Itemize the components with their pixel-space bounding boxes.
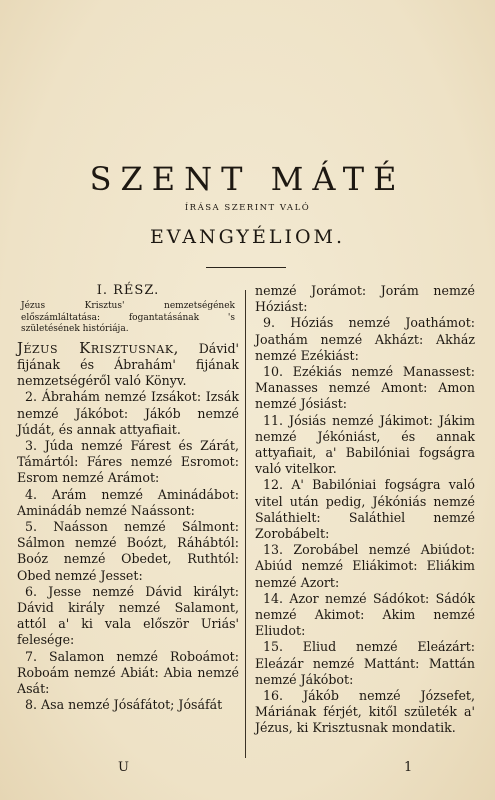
verse-7: 7. Salamon nemzé Roboámot: Roboám nemzé Abiát: Abia nemzé Asát:: [17, 648, 239, 696]
verse-11: 11. Jósiás nemzé Jákimot: Jákim nemzé Jékóniást, és annak attyafiait, a' Babilóniai fogságra való vitelkor.: [255, 412, 475, 477]
verse-9: 9. Hóziás nemzé Joathámot: Joathám nemzé Akházt: Akház nemzé Ezékiást:: [255, 315, 475, 363]
right-column: [255, 283, 475, 737]
signature-mark: U: [118, 760, 129, 775]
verse-14: 14. Azor nemzé Sádókot: Sádók nemzé Akimot: Akim nemzé Eliudot:: [255, 590, 475, 639]
column-divider: [245, 290, 246, 758]
verse-16: 16. Jákób nemzé Józsefet, Máriának férjét, kitől születék a' Jézus, ki Krisztusnak mondatik.: [255, 688, 475, 736]
verse-5: 5. Naásson nemzé Sálmont: Sálmon nemzé Boózt, Ráhábtól: Boóz nemzé Obedet, Ruthtól: Obed nemzé Jesset:: [17, 518, 239, 583]
book-heading-evangelium: EVANGYÉLIOM.: [149, 226, 346, 248]
verse-2: 2. Ábrahám nemzé Izsákot: Izsák nemzé Jákóbot: Jákób nemzé Júdát, és annak attyafiait.: [17, 389, 239, 437]
verse-1: [17, 340, 239, 390]
verse-15: 15. Eliud nemzé Eleázárt: Eleázár nemzé Mattánt: Mattán nemzé Jákóbot:: [255, 639, 475, 687]
verse-6: 6. Jesse nemzé Dávid királyt: Dávid király nemzé Salamont, attól a' ki vala először Uriás' felesége:: [17, 583, 239, 648]
verse-8-continued: nemzé Jorámot: Jorám nemzé Hóziást:: [255, 283, 475, 315]
verse-1-text: Dávid' fijának és Ábrahám' fijának nemzetségéről való Könyv.: [17, 340, 239, 389]
verse-10: 10. Ezékiás nemzé Manassest: Manasses nemzé Amont: Amon nemzé Jósiást:: [255, 364, 475, 412]
book-subtitle: ÍRÁSA SZERINT VALÓ: [184, 203, 311, 213]
verse-3: 3. Júda nemzé Fárest és Zárát, Támártól: Fáres nemzé Esromot: Esrom nemzé Arámot:: [17, 437, 239, 486]
verse-12: 12. A' Babilóniai fogságra való vitel után pedig, Jékóniás nemzé Saláthielt: Saláthiel nemzé Zorobábelt:: [255, 477, 475, 542]
page-number: 1: [404, 760, 413, 775]
left-column: [17, 283, 239, 713]
verse-1-lead: Jézus Krisztusnak,: [17, 338, 179, 357]
chapter-summary: Jézus Krisztus' nemzetségének előszámláltatása: fogantatásának 's születésének históriája.: [21, 301, 235, 335]
chapter-heading: I. RÉSZ.: [96, 283, 160, 298]
title-rule: [206, 267, 286, 268]
book-title: SZENT MÁTÉ: [89, 160, 406, 198]
verse-8: 8. Asa nemzé Jósáfátot; Jósáfát: [25, 697, 223, 713]
verse-4: 4. Arám nemzé Aminádábot: Aminádáb nemzé Naássont:: [17, 486, 239, 518]
verse-13: 13. Zorobábel nemzé Abiúdot: Abiúd nemzé Eliákimot: Eliákim nemzé Azort:: [255, 542, 475, 590]
